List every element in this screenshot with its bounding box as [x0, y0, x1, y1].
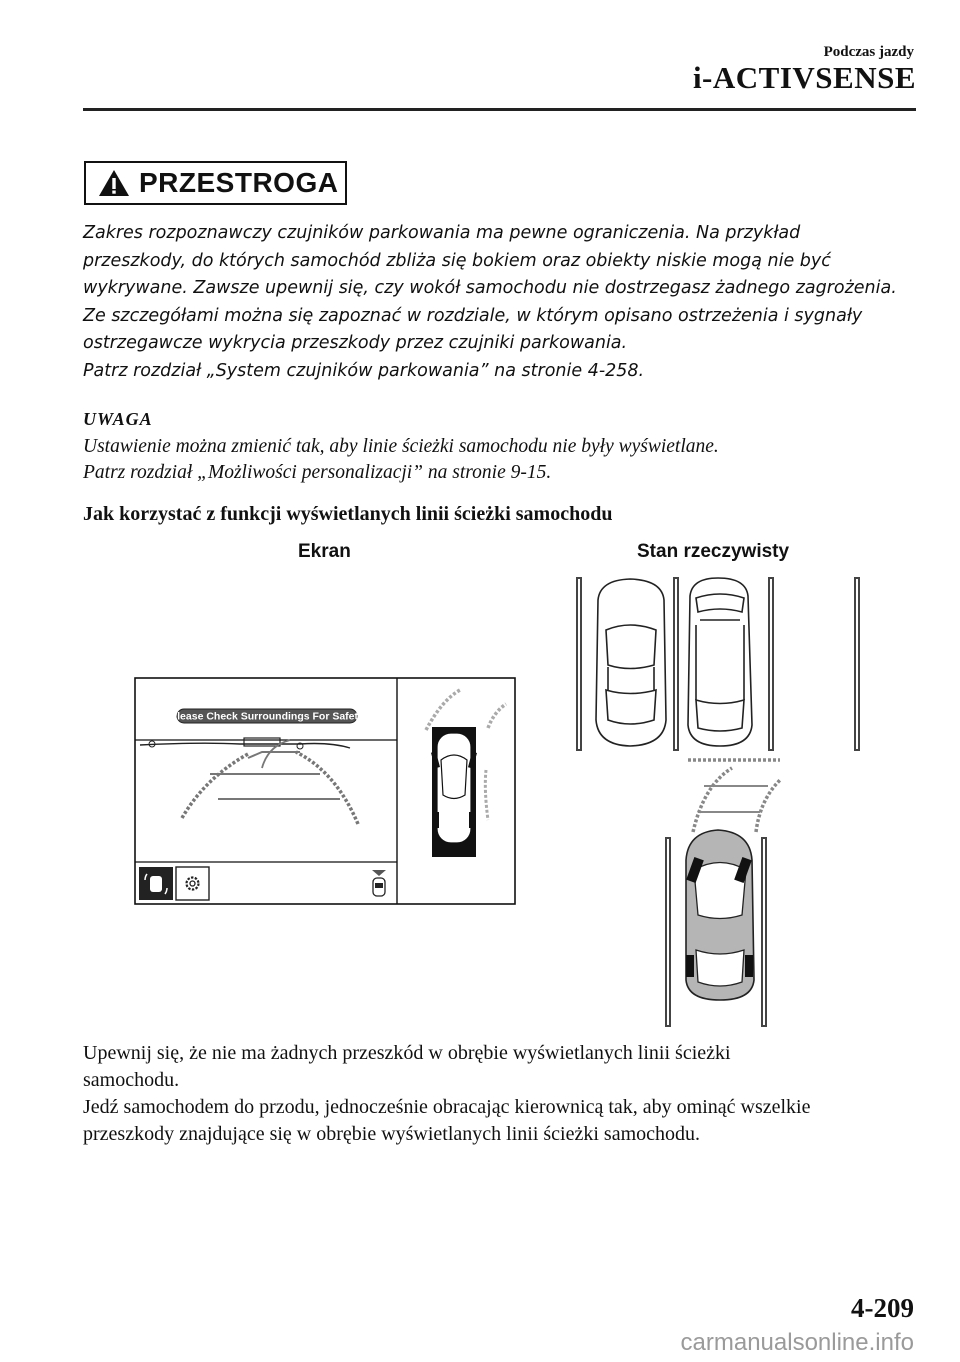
own-car	[686, 830, 754, 1000]
parked-car-2	[688, 578, 752, 746]
body-line: Jedź samochodem do przodu, jednocześnie obracając kierownicą tak, aby ominąć wszelkie	[83, 1096, 811, 1118]
actual-situation	[577, 578, 859, 1026]
camera-switch-button[interactable]	[139, 867, 173, 900]
settings-button[interactable]	[176, 867, 209, 900]
section-heading: Jak korzystać z funkcji wyświetlanych linii ścieżki samochodu	[83, 503, 613, 525]
figure-label-screen: Ekran	[298, 541, 351, 562]
actual-path-lines	[688, 760, 780, 832]
parking-sensor-button[interactable]	[366, 867, 393, 900]
note-line: Patrz rozdział „Możliwości personalizacji” na stronie 9-15.	[83, 462, 552, 483]
caution-label: PRZESTROGA	[139, 167, 339, 198]
caution-line: Ze szczegółami można się zapoznać w rozdziale, w którym opisano ostrzeżenia i sygnały	[83, 305, 863, 326]
watermark: carmanualsonline.info	[680, 1329, 914, 1356]
note-line: Ustawienie można zmienić tak, aby linie ścieżki samochodu nie były wyświetlane.	[83, 436, 719, 457]
safety-banner	[170, 709, 364, 723]
caution-line: Zakres rozpoznawczy czujników parkowania ma pewne ograniczenia. Na przykład	[83, 223, 801, 243]
header-section: Podczas jazdy	[823, 44, 914, 60]
body-text	[83, 1040, 923, 1148]
body-line: Upewnij się, że nie ma żadnych przeszkód w obrębie wyświetlanych linii ścieżki	[83, 1042, 731, 1064]
safety-banner-text: Please Check Surroundings For Safety	[170, 710, 364, 723]
figure-label-actual: Stan rzeczywisty	[637, 541, 790, 562]
page-number: 4-209	[851, 1293, 914, 1323]
header-title: i-ACTIVSENSE	[692, 60, 916, 95]
body-line: przeszkody znajdujące się w obrębie wyświetlanych linii ścieżki samochodu.	[83, 1123, 701, 1145]
display-screen	[135, 678, 515, 904]
caution-line: przeszkody, do których samochód zbliża się bokiem oraz obiekty niskie mogą nie być	[83, 250, 831, 271]
caution-line: ostrzegawcze wykrycia przeszkody przez czujniki parkowania.	[83, 333, 628, 353]
body-line: samochodu.	[83, 1069, 180, 1091]
note-heading: UWAGA	[83, 409, 153, 429]
parked-car-1	[596, 579, 666, 746]
caution-line: Patrz rozdział „System czujników parkowania” na stronie 4-258.	[83, 360, 645, 381]
caution-line: wykrywane. Zawsze upewnij się, czy wokół samochodu nie dostrzegasz żadnego zagrożenia.	[83, 278, 897, 298]
